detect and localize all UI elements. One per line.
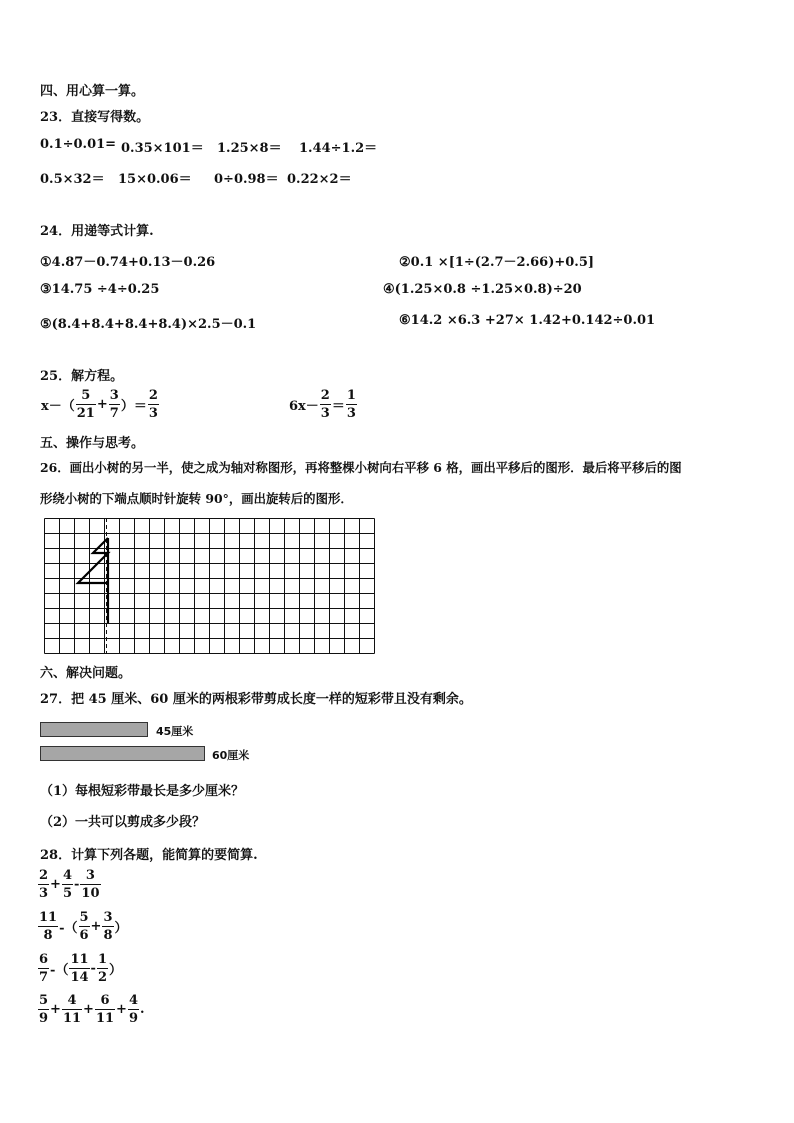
q23-r1-c2: 0.35×101＝ [121, 141, 204, 156]
q25-equation-1 [40, 389, 159, 420]
q27-sub-2: （2）一共可以剪成多少段？ [40, 815, 206, 830]
fraction [38, 994, 49, 1025]
q24-title: 24．用递等式计算. [40, 224, 154, 239]
eq2-lead: 6x－ [289, 399, 319, 414]
section-5-title: 五、操作与思考。 [40, 436, 145, 451]
denominator: 7 [39, 970, 49, 985]
fraction [76, 389, 96, 420]
q28-expr-3 [38, 953, 123, 984]
denominator: 11 [95, 1011, 115, 1026]
numerator: 4 [128, 993, 138, 1008]
numerator: 2 [320, 388, 330, 403]
q25-equation-2 [288, 389, 357, 420]
q26-text-line-2: 形绕小树的下端点顺时针旋转 90°，画出旋转后的图形． [40, 491, 353, 506]
fraction [346, 389, 357, 420]
numerator: 3 [109, 388, 119, 403]
q23-r2-c1: 0.5×32＝ [40, 172, 105, 187]
q23-r2-c2: 15×0.06＝ [118, 172, 192, 187]
denominator: 11 [62, 1011, 82, 1026]
q28-expr-1 [38, 869, 101, 900]
numerator: 6 [95, 994, 115, 1010]
fraction [38, 869, 49, 900]
denominator: 10 [81, 886, 100, 901]
section-4-title: 四、用心算一算。 [40, 84, 145, 99]
denominator: 5 [62, 886, 72, 901]
numerator: 11 [70, 952, 89, 967]
numerator: 11 [39, 910, 58, 925]
numerator: 3 [103, 910, 113, 925]
equals-op: ＝ [331, 399, 345, 414]
q24-item-3: ③14.75 ÷4÷0.25 [40, 282, 160, 297]
numerator: 3 [80, 869, 100, 885]
operator: + [50, 877, 61, 892]
fraction [80, 869, 100, 900]
denominator: 7 [109, 406, 119, 421]
denominator: 8 [103, 928, 113, 943]
eq1-close: ）＝ [120, 399, 147, 414]
denominator: 6 [79, 928, 89, 943]
q23-r2-c3: 0÷0.98＝ [214, 172, 279, 187]
operator: ） [109, 963, 123, 978]
denominator: 21 [76, 406, 95, 421]
plus-op: + [96, 397, 108, 412]
q26-grid [44, 518, 384, 654]
fraction [62, 994, 82, 1025]
numerator: 1 [346, 388, 356, 403]
q23-r1-c1: 0.1÷0.01= [40, 137, 117, 152]
q28-expr-2 [38, 911, 129, 942]
numerator: 5 [79, 910, 89, 925]
q24-item-4: ④(1.25×0.8 ÷1.25×0.8)÷20 [383, 282, 582, 297]
operator: + [90, 919, 102, 934]
fraction [102, 911, 113, 942]
fraction [38, 911, 58, 942]
operator: ） [114, 921, 128, 936]
q23-title: 23．直接写得数。 [40, 110, 150, 125]
q28-expr-4 [38, 994, 146, 1025]
q25-title: 25．解方程。 [40, 369, 124, 384]
denominator: 3 [320, 406, 330, 421]
fraction [62, 869, 73, 900]
q24-item-6: ⑥14.2 ×6.3 +27× 1.42+0.142÷0.01 [399, 313, 656, 328]
fraction [148, 389, 159, 420]
denominator: 8 [43, 928, 53, 943]
q27-sub-1: （1）每根短彩带最长是多少厘米？ [40, 784, 245, 799]
denominator: 3 [39, 886, 49, 901]
fraction [97, 953, 108, 984]
operator: + [50, 1002, 61, 1017]
ribbon-60cm [40, 746, 205, 761]
eq1-lead: x－（ [41, 399, 75, 414]
denominator: 9 [128, 1011, 138, 1026]
fraction [95, 994, 115, 1025]
ribbon-45cm [40, 722, 148, 737]
grid-lines [45, 519, 375, 654]
ribbon-60cm-label: 60厘米 [212, 749, 250, 762]
numerator: 4 [62, 868, 72, 883]
operator: - [74, 877, 80, 892]
q23-r2-c4: 0.22×2＝ [287, 172, 352, 187]
numerator: 4 [62, 994, 82, 1010]
numerator: 5 [76, 389, 96, 405]
q24-item-5: ⑤(8.4+8.4+8.4+8.4)×2.5－0.1 [40, 317, 257, 332]
numerator: 2 [148, 388, 158, 403]
fraction [128, 994, 139, 1025]
operator: + [116, 1002, 127, 1017]
operator: + [83, 1002, 94, 1017]
fraction [79, 911, 90, 942]
fraction [38, 953, 49, 984]
q26-text-line-1: 26．画出小树的另一半，使之成为轴对称图形，再将整棵小树向右平移 6 格，画出平移后的图形．最后将平移后的图 [40, 460, 682, 475]
operator: -（ [59, 921, 78, 936]
numerator: 6 [39, 952, 49, 967]
denominator: 14 [70, 970, 89, 985]
section-6-title: 六、解决问题。 [40, 666, 132, 681]
denominator: 3 [346, 406, 356, 421]
numerator: 2 [39, 868, 49, 883]
q23-r1-c3: 1.25×8＝ [217, 141, 282, 156]
q24-item-1: ①4.87－0.74+0.13－0.26 [40, 255, 216, 270]
q28-title: 28．计算下列各题，能简算的要简算. [40, 848, 258, 863]
q24-item-2: ②0.1 ×[1÷(2.7－2.66)+0.5] [399, 255, 595, 270]
q27-title: 27．把 45 厘米、60 厘米的两根彩带剪成长度一样的短彩带且没有剩余。 [40, 692, 472, 707]
numerator: 5 [39, 993, 49, 1008]
operator: - [90, 961, 96, 976]
fraction [320, 389, 331, 420]
numerator: 1 [97, 952, 107, 967]
denominator: 9 [39, 1011, 49, 1026]
fraction [109, 389, 120, 420]
denominator: 2 [97, 970, 107, 985]
ribbon-45cm-label: 45厘米 [156, 725, 194, 738]
q23-r1-c4: 1.44÷1.2＝ [299, 141, 378, 156]
fraction [69, 953, 89, 984]
operator: -（ [50, 963, 69, 978]
operator: . [140, 1002, 145, 1017]
tree-half-outline [78, 538, 108, 583]
denominator: 3 [148, 406, 158, 421]
